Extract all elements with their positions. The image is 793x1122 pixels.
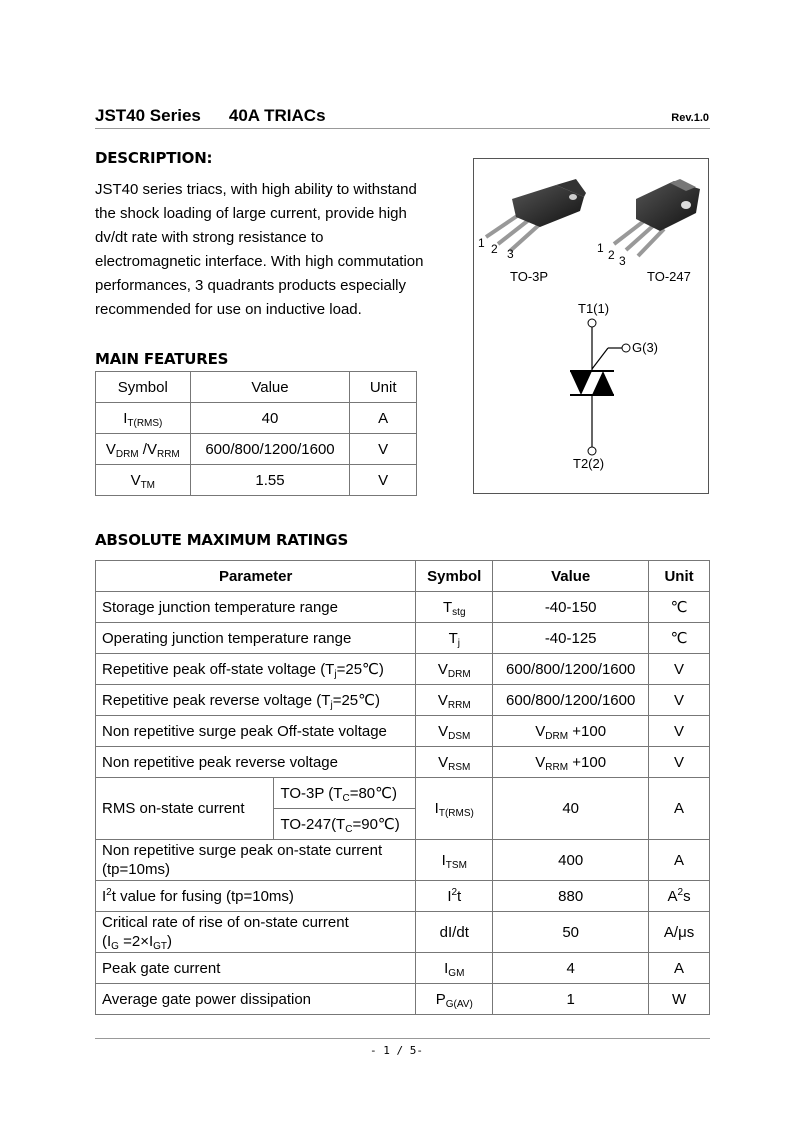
symbol-cell: $I^2t$: [416, 881, 493, 912]
value-cell: 1: [493, 984, 649, 1015]
unit-cell: V: [350, 465, 417, 496]
symbol-cell: $V_{RSM}$: [416, 747, 493, 778]
header-parameter: Parameter: [96, 561, 416, 592]
parameter-cell: Repetitive peak off-state voltage $(T_j=25℃)$: [96, 654, 416, 685]
value-cell: -40-150: [493, 592, 649, 623]
value-cell: 40: [190, 403, 350, 434]
to247-pin-3: 3: [619, 254, 626, 268]
table-row: [96, 716, 710, 747]
ratings-heading: ABSOLUTE MAXIMUM RATINGS: [95, 531, 349, 549]
document-title: [95, 106, 326, 126]
table-row: [96, 953, 710, 984]
to247-pin-1: 1: [597, 241, 604, 255]
unit-cell: V: [649, 716, 710, 747]
ratings-table: [95, 560, 710, 1015]
unit-cell: ℃: [649, 592, 710, 623]
table-row: [96, 747, 710, 778]
unit-cell: W: [649, 984, 710, 1015]
table-row: [96, 840, 710, 881]
main-features-table: [95, 371, 417, 496]
page-number: - 1 / 5-: [370, 1044, 423, 1057]
to3p-package-icon: [486, 179, 586, 251]
table-row: [96, 778, 710, 809]
table-row: [96, 654, 710, 685]
triac-symbol: [570, 319, 630, 455]
description-text: [95, 178, 455, 322]
condition-cell: $TO-247(T_C=90℃)$: [274, 809, 416, 840]
table-header-row: [96, 372, 417, 403]
value-cell: 40: [493, 778, 649, 840]
unit-cell: A: [350, 403, 417, 434]
main-features-heading: MAIN FEATURES: [95, 350, 229, 368]
header-value: Value: [190, 372, 350, 403]
unit-cell: V: [649, 654, 710, 685]
parameter-cell: Critical rate of rise of on-state current $(I_G =2\times I_{GT})$: [96, 912, 416, 953]
symbol-cell: $V_{RRM}$: [416, 685, 493, 716]
symbol-cell: $I_{GM}$: [416, 953, 493, 984]
symbol-cell: dI/dt: [416, 912, 493, 953]
unit-cell: V: [649, 685, 710, 716]
value-cell: -40-125: [493, 623, 649, 654]
symbol-cell: $I_{T(RMS)}$: [96, 403, 191, 434]
value-cell: 400: [493, 840, 649, 881]
value-cell: 1.55: [190, 465, 350, 496]
symbol-cell: $T_{stg}$: [416, 592, 493, 623]
t2-terminal-label: T2(2): [573, 456, 605, 471]
product-name: 40A TRIACs: [228, 106, 326, 125]
header-symbol: Symbol: [416, 561, 493, 592]
header-value: Value: [493, 561, 649, 592]
revision-label: Rev.1.0: [671, 112, 709, 124]
gate-terminal-label: G(3): [632, 340, 658, 355]
description-line: recommended for use on inductive load.: [95, 301, 362, 318]
condition-cell: TO-3P $(T_C=80℃)$: [274, 778, 416, 809]
unit-cell: V: [350, 434, 417, 465]
symbol-cell: $V_{DRM}$: [416, 654, 493, 685]
table-row: [96, 912, 710, 953]
parameter-cell: Peak gate current: [96, 953, 416, 984]
to247-label: TO-247: [647, 269, 691, 284]
unit-cell: $A^2s$: [649, 881, 710, 912]
parameter-cell: Non repetitive surge peak Off-state voltage: [96, 716, 416, 747]
description-line: electromagnetic interface. With high commutation: [95, 253, 424, 270]
value-cell: $V_{DRM} +100$: [493, 716, 649, 747]
symbol-cell: $I_{TSM}$: [416, 840, 493, 881]
unit-cell: A: [649, 778, 710, 840]
symbol-cell: $T_j$: [416, 623, 493, 654]
footer-rule: [95, 1038, 710, 1039]
unit-cell: A/μs: [649, 912, 710, 953]
table-row: [96, 592, 710, 623]
symbol-cell: $P_{G(AV)}$: [416, 984, 493, 1015]
table-row: [96, 984, 710, 1015]
symbol-cell: $I_{T(RMS)}$: [416, 778, 493, 840]
unit-cell: A: [649, 840, 710, 881]
to3p-pin-2: 2: [491, 242, 498, 256]
t1-terminal-label: T1(1): [578, 301, 610, 316]
parameter-cell: Average gate power dissipation: [96, 984, 416, 1015]
unit-cell: V: [649, 747, 710, 778]
symbol-cell: $V_{DRM}$ $/V_{RRM}$: [96, 434, 191, 465]
symbol-cell: $V_{DSM}$: [416, 716, 493, 747]
table-row: [96, 434, 417, 465]
symbol-cell: $V_{TM}$: [96, 465, 191, 496]
header-rule: [95, 128, 710, 129]
value-cell: 600/800/1200/1600: [493, 654, 649, 685]
package-diagram-box: [473, 158, 709, 494]
description-line: the shock loading of large current, provide high: [95, 205, 407, 222]
parameter-cell: Storage junction temperature range: [96, 592, 416, 623]
description-line: dv/dt rate with strong resistance to: [95, 229, 324, 246]
table-row: [96, 685, 710, 716]
to247-package-icon: [614, 179, 700, 256]
description-heading: DESCRIPTION:: [95, 149, 213, 167]
to247-pin-2: 2: [608, 248, 615, 262]
table-row: [96, 623, 710, 654]
table-row: [96, 881, 710, 912]
parameter-cell: Non repetitive peak reverse voltage: [96, 747, 416, 778]
to3p-label: TO-3P: [510, 269, 549, 284]
value-cell: 4: [493, 953, 649, 984]
parameter-cell: Operating junction temperature range: [96, 623, 416, 654]
header-unit: Unit: [350, 372, 417, 403]
table-header-row: [96, 561, 710, 592]
table-row: [96, 403, 417, 434]
series-name: JST40 Series: [95, 106, 201, 125]
header-unit: Unit: [649, 561, 710, 592]
parameter-cell: RMS on-state current: [96, 778, 274, 840]
value-cell: 600/800/1200/1600: [190, 434, 350, 465]
description-line: performances, 3 quadrants products especially: [95, 277, 407, 294]
to3p-pin-3: 3: [507, 247, 514, 261]
to3p-pin-1: 1: [478, 236, 485, 250]
header-symbol: Symbol: [96, 372, 191, 403]
value-cell: $V_{RRM} +100$: [493, 747, 649, 778]
package-drawings: [474, 159, 708, 493]
value-cell: 600/800/1200/1600: [493, 685, 649, 716]
table-row: [96, 465, 417, 496]
unit-cell: A: [649, 953, 710, 984]
unit-cell: ℃: [649, 623, 710, 654]
description-line: JST40 series triacs, with high ability to withstand: [95, 181, 417, 198]
parameter-cell: Repetitive peak reverse voltage $(T_j=25℃)$: [96, 685, 416, 716]
value-cell: 50: [493, 912, 649, 953]
parameter-cell: $I^2t$ value for fusing (tp=10ms): [96, 881, 416, 912]
parameter-cell: Non repetitive surge peak on-state current (tp=10ms): [96, 840, 416, 881]
value-cell: 880: [493, 881, 649, 912]
